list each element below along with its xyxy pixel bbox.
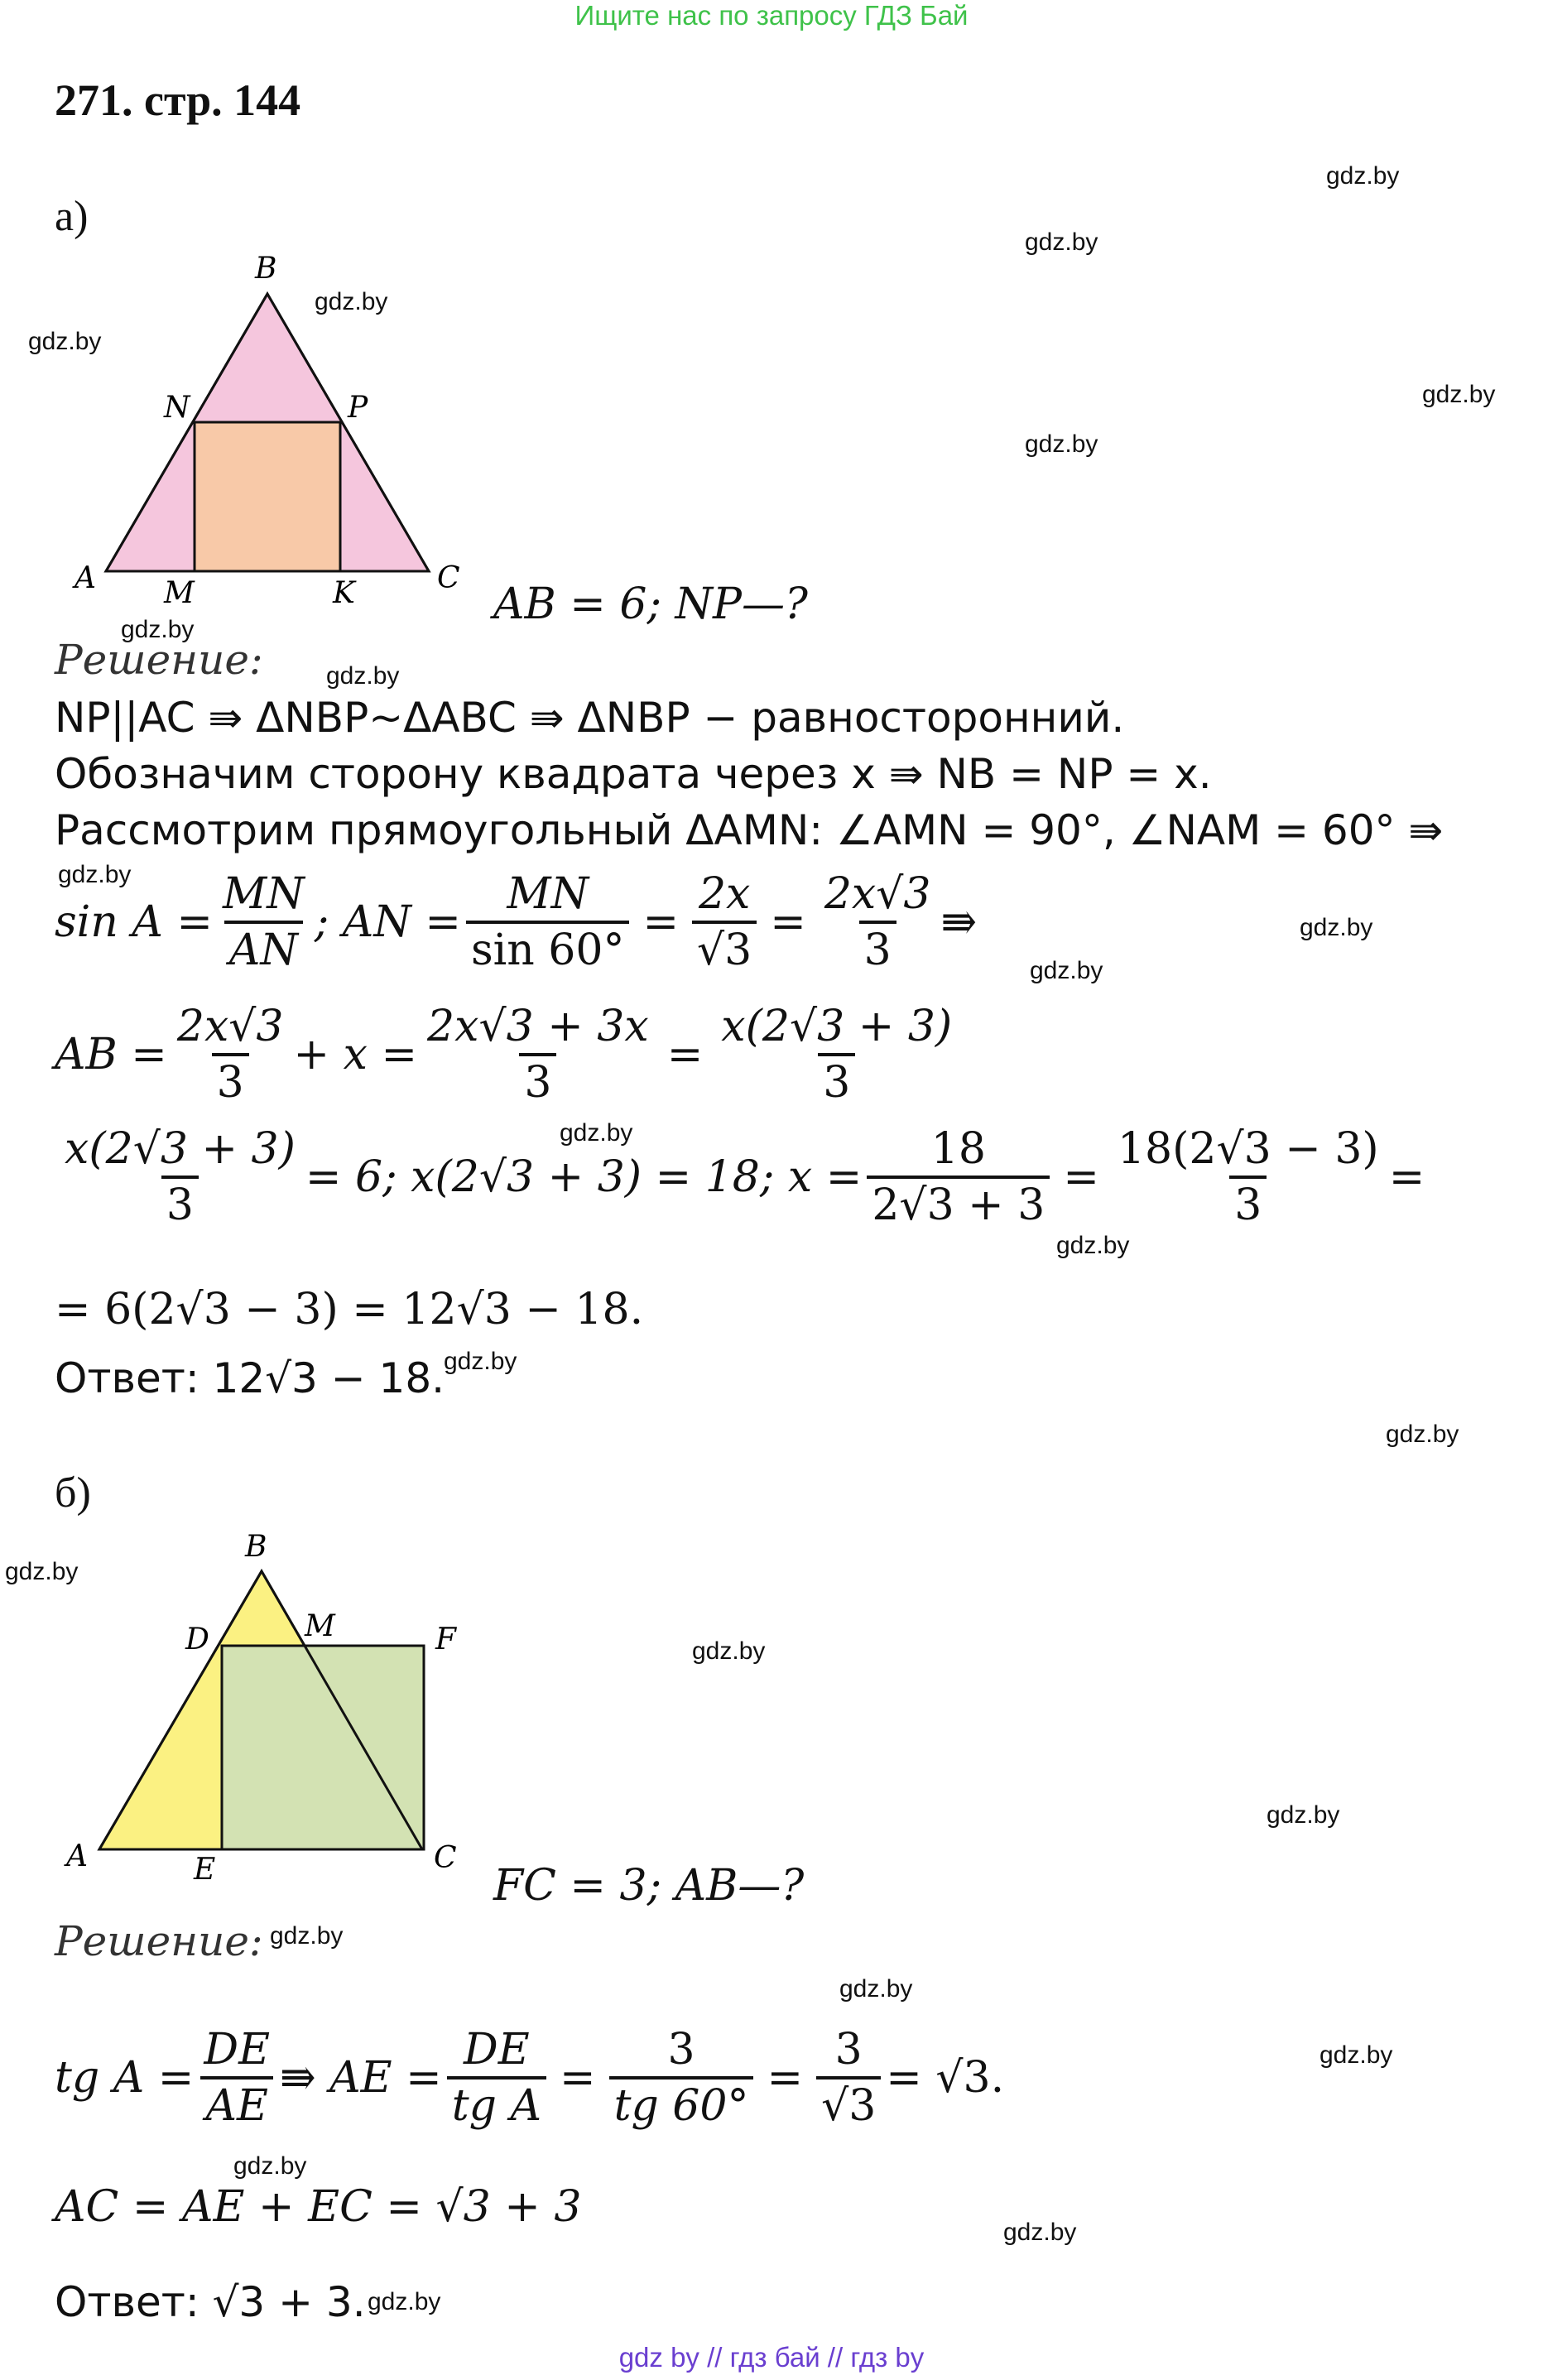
b-eq1-mid: ⇛ AE =	[280, 2053, 442, 2103]
watermark: gdz.by	[444, 1348, 517, 1375]
label-c: C	[437, 561, 460, 595]
eq2-lhs: AB =	[55, 1030, 167, 1079]
label-d: D	[185, 1623, 209, 1656]
b-eq1-frac2: $\frac{DE}{\text{tg A}}$	[447, 2023, 546, 2132]
watermark: gdz.by	[1267, 1801, 1340, 1829]
part-a-eq1: sin A = $\frac{MN}{AN}$ ; AN = $\frac{MN}{\sin 60^\circ}$ = $\frac{2x}{√3}$ = $\frac{2x√3}{3}$ ⇛	[55, 869, 978, 975]
watermark: gdz.by	[1300, 914, 1373, 941]
eq2-frac1: $\frac{2x√3}{3}$	[176, 1002, 284, 1108]
label-k: K	[333, 576, 355, 610]
eq1-tail: ⇛	[940, 897, 978, 947]
part-a-line2: Обозначим сторону квадрата через x ⇛ NB = NP = x.	[55, 750, 1212, 798]
eq3-frac3: $\frac{18(2√3 - 3)}{3}$	[1117, 1124, 1379, 1230]
b-eq1-lhs: tg A =	[55, 2053, 195, 2103]
eq1-frac1: $\frac{MN}{AN}$	[223, 869, 305, 975]
header-search-hint[interactable]: Ищите нас по запросу ГДЗ Бай	[574, 0, 969, 31]
watermark: gdz.by	[270, 1922, 344, 1950]
part-b-eq2: AC = AE + EC = √3 + 3	[55, 2182, 582, 2232]
watermark: gdz.by	[692, 1637, 766, 1665]
eq2-plus: + x =	[293, 1030, 418, 1079]
watermark: gdz.by	[1422, 381, 1496, 408]
part-a-line3: Рассмотрим прямоугольный ΔAMN: ∠AMN = 90°, ∠NAM = 60° ⇛	[55, 806, 1444, 854]
watermark: gdz.by	[560, 1119, 633, 1147]
label-e: E	[194, 1853, 216, 1884]
part-a-answer: Ответ: 12√3 − 18.	[55, 1354, 445, 1402]
watermark: gdz.by	[1003, 2219, 1077, 2246]
part-a-line1: NP||AC ⇛ ΔNBP~ΔABC ⇛ ΔNBP − равносторонний.	[55, 694, 1125, 742]
eq1-frac4: $\frac{2x√3}{3}$	[824, 869, 931, 975]
part-b-answer: Ответ: √3 + 3.	[55, 2278, 366, 2326]
watermark: gdz.by	[326, 662, 400, 690]
label-f: F	[435, 1623, 456, 1656]
part-a-given: AB = 6; NP—?	[493, 579, 808, 629]
watermark: gdz.by	[1326, 162, 1400, 190]
watermark: gdz.by	[1025, 430, 1098, 458]
part-a-eq4: = 6(2√3 − 3) = 12√3 − 18.	[55, 1285, 644, 1334]
eq2-frac3: $\frac{x(2√3 + 3)}{3}$	[721, 1002, 953, 1108]
square-mnpk	[195, 422, 340, 571]
eq3-mid: = 6; x(2√3 + 3) = 18; x =	[305, 1152, 863, 1202]
eq3-frac2: $\frac{18}{2√3 + 3}$	[867, 1123, 1050, 1232]
eq3-tail: =	[1388, 1152, 1425, 1202]
b-eq1-frac3: $\frac{3}{tg 60^\circ}$	[609, 2023, 754, 2132]
part-b-eq1: tg A = $\frac{DE}{AE}$ ⇛ AE = $\frac{DE}{\text{tg A}}$ = $\frac{3}{tg 60^\circ}$ = $\frac{3}{√3}$ = √3.	[55, 2025, 1005, 2131]
eq1-frac2: $\frac{MN}{\sin 60^\circ}$	[466, 868, 630, 977]
watermark: gdz.by	[839, 1975, 913, 2003]
figure-triangle-square-a	[66, 248, 480, 613]
figure-triangle-square-b	[55, 1520, 485, 1884]
b-eq1-frac1: $\frac{DE}{AE}$	[199, 2023, 275, 2132]
eq1-mid: ; AN =	[314, 897, 461, 947]
label-n: N	[164, 391, 190, 425]
watermark: gdz.by	[1319, 2041, 1393, 2069]
part-b-label: б)	[55, 1469, 91, 1517]
eq2-frac2: $\frac{2x√3 + 3x}{3}$	[427, 1002, 649, 1108]
label-p: P	[348, 391, 368, 425]
label-a: A	[66, 1839, 88, 1873]
part-b-given: FC = 3; AB—?	[493, 1861, 805, 1911]
eq1-lhs: sin A =	[55, 897, 213, 947]
part-a-eq2: AB = $\frac{2x√3}{3}$ + x = $\frac{2x√3 + 3x}{3}$ = $\frac{x(2√3 + 3)}{3}$	[55, 1000, 962, 1109]
watermark: gdz.by	[1386, 1421, 1459, 1448]
label-m: M	[305, 1609, 335, 1643]
part-a-solution-label: Решение:	[55, 636, 263, 684]
watermark: gdz.by	[58, 861, 132, 888]
part-a-eq3: $\frac{x(2√3 + 3)}{3}$ = 6; x(2√3 + 3) = 18; x = $\frac{18}{2√3 + 3}$ = $\frac{18(2√3 - 3)}{3}$ =	[55, 1123, 1425, 1232]
watermark: gdz.by	[121, 616, 195, 643]
label-a: A	[75, 561, 96, 595]
watermark: gdz.by	[1030, 957, 1103, 984]
label-b: B	[255, 252, 277, 286]
footer-links[interactable]: gdz by // гдз бай // гдз by	[618, 2342, 925, 2373]
label-c: C	[434, 1841, 457, 1875]
label-b: B	[245, 1530, 267, 1564]
b-eq1-tail: = √3.	[886, 2053, 1005, 2103]
watermark: gdz.by	[233, 2152, 307, 2180]
watermark: gdz.by	[28, 328, 102, 355]
eq3-frac1: $\frac{x(2√3 + 3)}{3}$	[65, 1124, 296, 1230]
watermark: gdz.by	[1056, 1232, 1130, 1259]
watermark: gdz.by	[315, 288, 388, 315]
watermark: gdz.by	[1025, 228, 1098, 256]
eq1-frac3: $\frac{2x}{√3}$	[692, 868, 757, 977]
watermark: gdz.by	[368, 2288, 441, 2315]
part-b-solution-label: Решение:	[55, 1917, 263, 1965]
label-m: M	[164, 576, 195, 610]
watermark: gdz.by	[5, 1558, 79, 1585]
part-a-label: а)	[55, 193, 89, 240]
exercise-title: 271. стр. 144	[55, 75, 301, 125]
b-eq1-frac4: $\frac{3}{√3}$	[816, 2023, 881, 2132]
